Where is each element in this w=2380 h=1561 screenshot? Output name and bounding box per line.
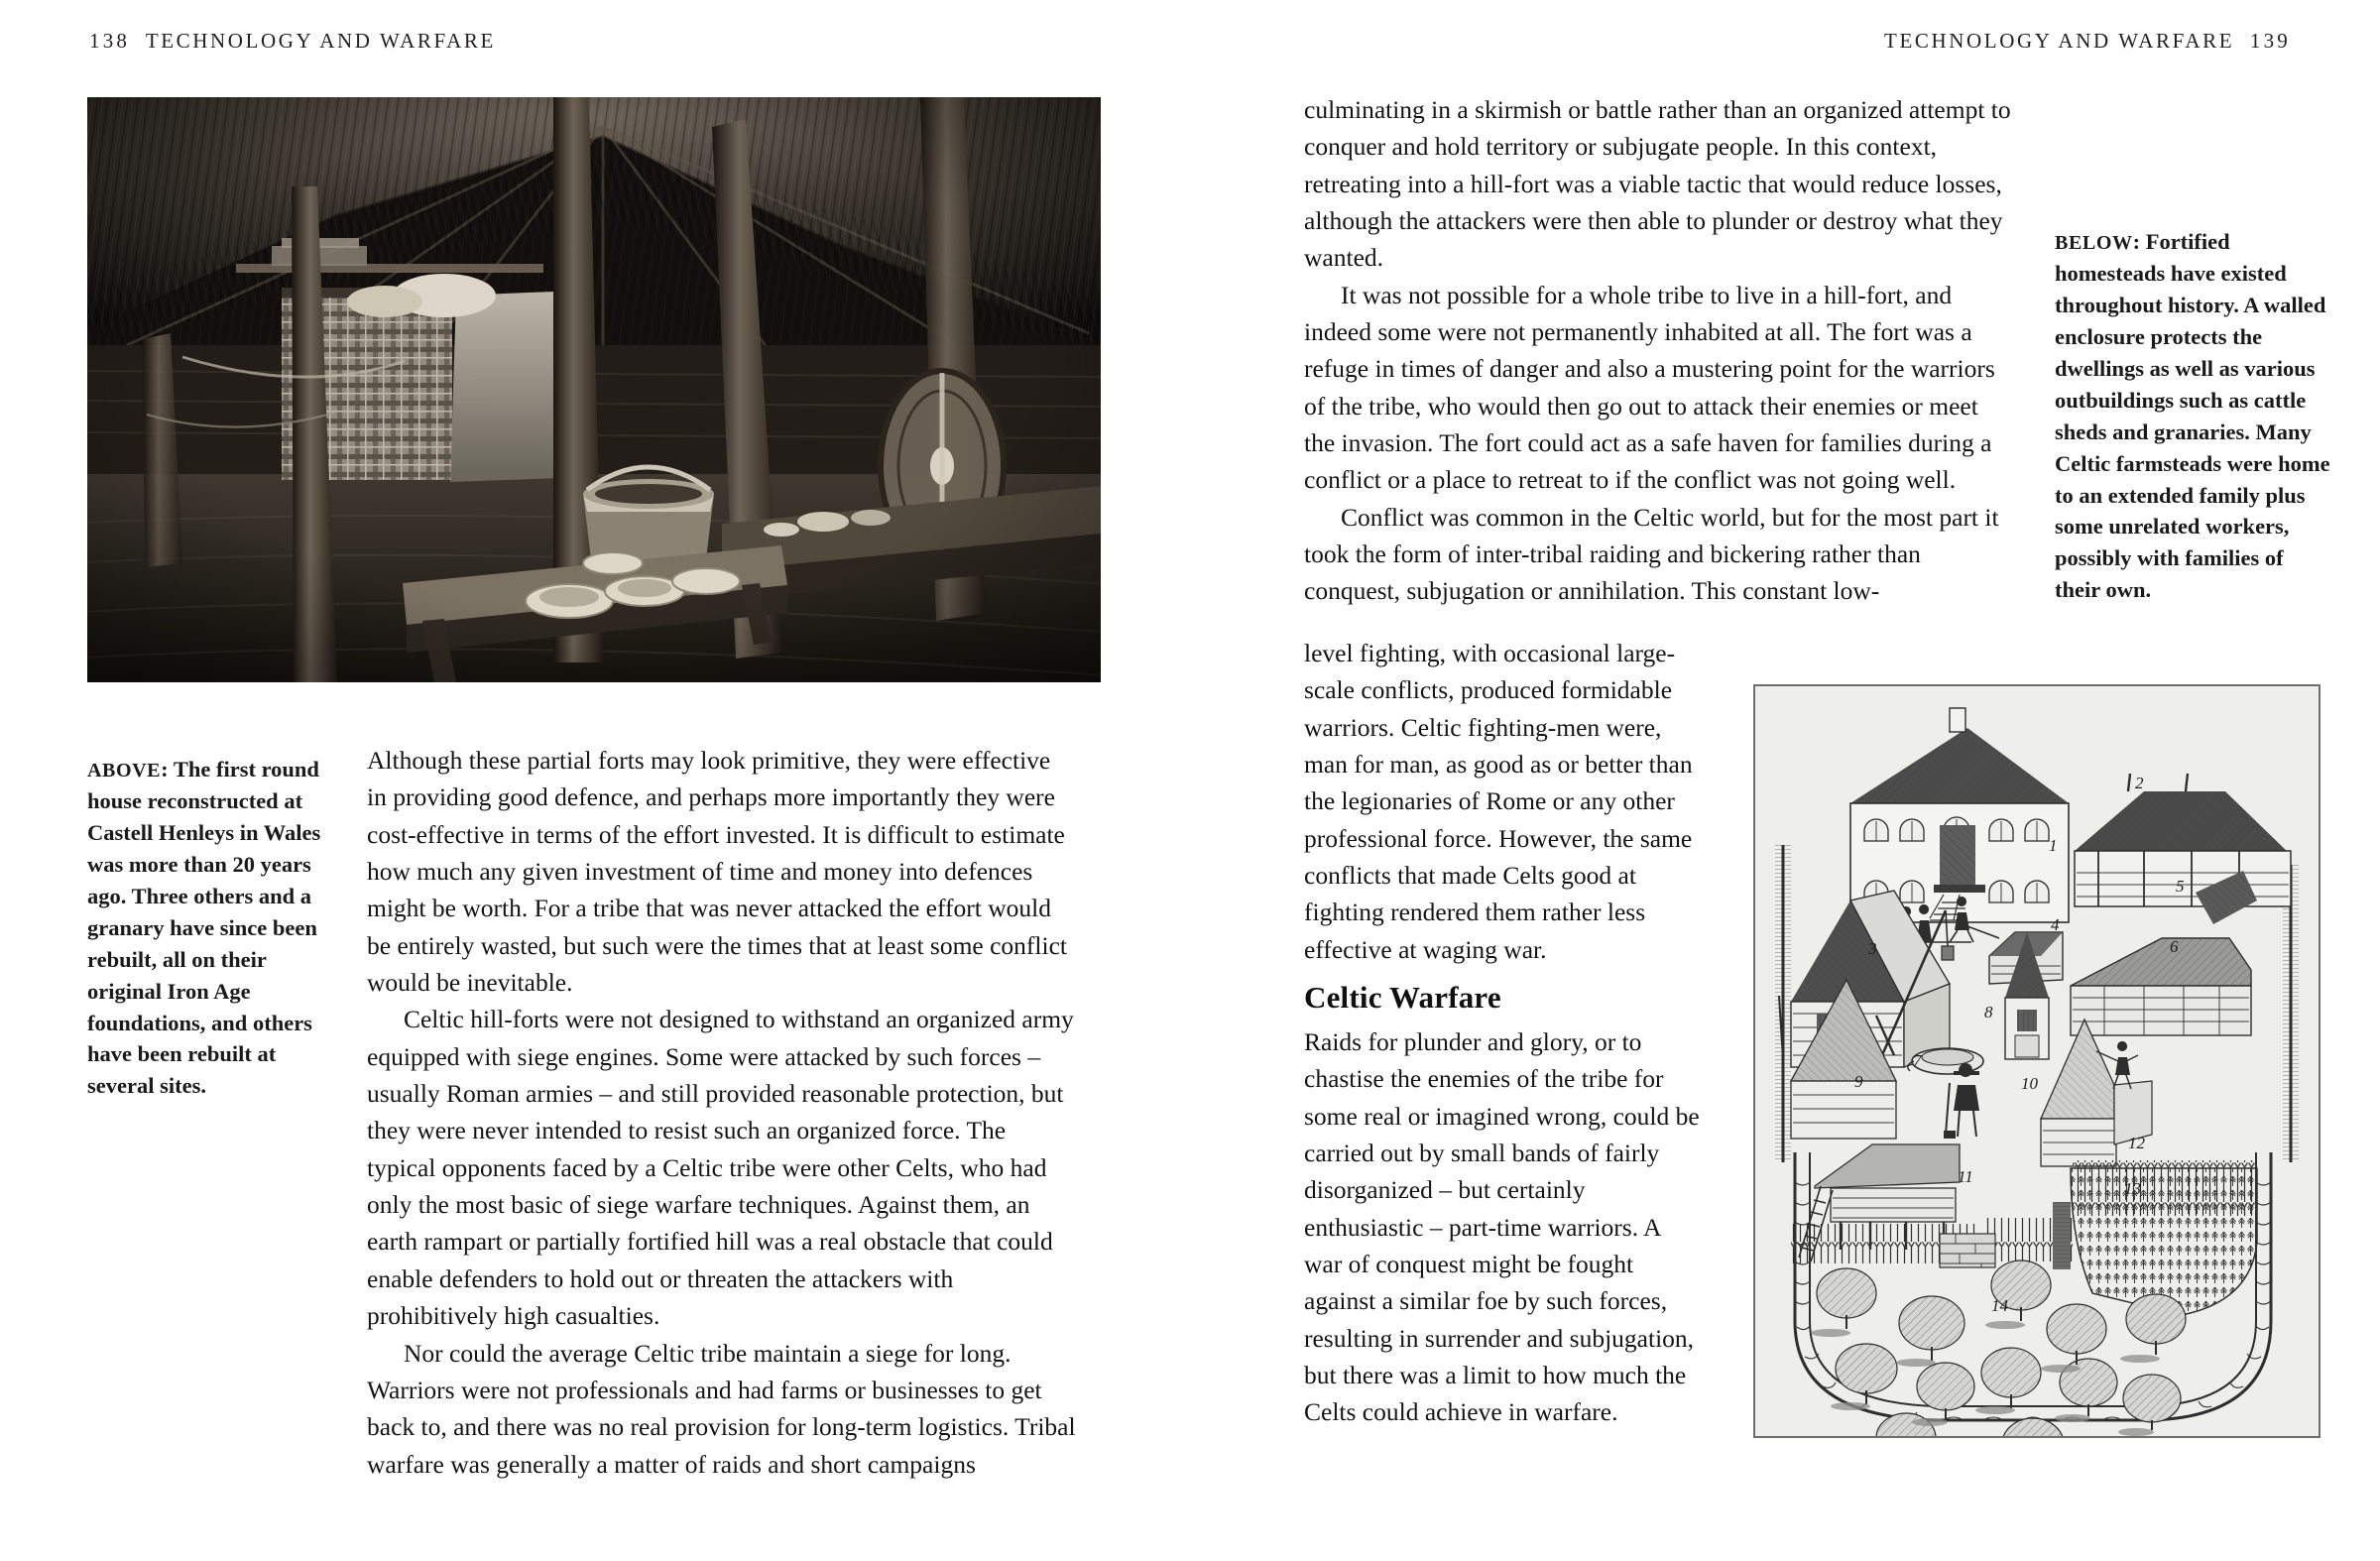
engraving-label-14: 14: [1991, 1296, 2008, 1315]
engraving-label-11: 11: [1958, 1167, 1973, 1186]
paragraph: level fighting, with occasional large-scale conflicts, produced formidable warriors. Celtic fighting-men were, man for man, as good as or better than the legionaries of Rome or any other professional force. However, the same conflicts that made Celts good at fighting rendered them rather less effective at waging war.: [1304, 639, 1693, 964]
paragraph: culminating in a skirmish or battle rather than an organized attempt to conquer and hold territory or subjugate people. In this context, retreating into a hill-fort was a viable tactic that would reduce losses, although the attackers were then able to plunder or destroy what they wanted.: [1304, 95, 2011, 273]
engraving-label-12: 12: [2128, 1134, 2145, 1152]
engraving-label-4: 4: [2051, 915, 2060, 934]
caption-above-text: : The first round house reconstructed at Castell Henleys in Wales was more than 20 years ago. Three others and a granary have since been rebuilt, all on their original Iron Age foundations, and others have been rebuilt at several sites.: [87, 757, 321, 1099]
paragraph: Celtic hill-forts were not designed to withstand an organized army equipped with siege engines. Some were attacked by such forces – usually Roman armies – and still provided reasonable protection, but they were never intended to resist such an organized force. The typical opponents faced by a Celtic tribe were other Celts, who had only the most basic of siege warfare techniques. Against them, an earth rampart or partially fortified hill was a real obstacle that could enable defenders to hold out or threaten the attackers with prohibitively high casualties.: [367, 1005, 1074, 1331]
caption-above: [87, 754, 335, 1102]
fortified-homestead-engraving: [1753, 684, 2320, 1438]
running-head-left: [89, 29, 496, 54]
left-column-body: [367, 742, 1076, 1483]
folio-left: 138: [89, 29, 131, 53]
paragraph: Nor could the average Celtic tribe maintain a siege for long. Warriors were not professionals and had farms or businesses to get back to, and there was no real provision for long-term logistics. Tribal warfare was generally a matter of raids and short campaigns: [367, 1338, 1076, 1479]
caption-below-lead: BELOW: [2055, 232, 2133, 254]
folio-right: 139: [2249, 29, 2291, 53]
section-heading-celtic-warfare: Celtic Warfare: [1304, 980, 1501, 1015]
engraving-label-2: 2: [2135, 774, 2144, 792]
engraving-label-8: 8: [1984, 1003, 1993, 1021]
engraving-label-10: 10: [2021, 1074, 2038, 1093]
caption-below: [2055, 226, 2334, 606]
engraving-label-3: 3: [1868, 939, 1877, 958]
right-column-body-top: [1304, 91, 2013, 610]
right-column-body-wrapped: [1304, 635, 1701, 968]
roundhouse-interior-photograph: [87, 97, 1101, 682]
caption-below-text: : Fortified homesteads have existed throughout history. A walled enclosure protects the dwellings as well as various outbuildings such as cattle sheds and granaries. Many Celtic farmsteads were home to an extended family plus some unrelated workers, possibly with families of their own.: [2055, 229, 2330, 603]
engraving-label-6: 6: [2170, 937, 2179, 956]
engraving-label-9: 9: [1854, 1072, 1863, 1091]
engraving-label-1: 1: [2049, 836, 2058, 855]
running-head-right: [1884, 29, 2291, 54]
running-head-title-left: TECHNOLOGY AND WARFARE: [145, 29, 496, 53]
engraving-label-5: 5: [2176, 877, 2185, 896]
caption-above-lead: ABOVE: [87, 760, 162, 781]
right-column-body-after-heading: [1304, 1023, 1701, 1431]
running-head-title-right: TECHNOLOGY AND WARFARE: [1884, 29, 2235, 53]
engraving-label-7: 7: [1913, 1051, 1922, 1070]
paragraph: It was not possible for a whole tribe to live in a hill-fort, and indeed some were not permanently inhabited at all. The fort was a refuge in times of danger and also a mustering point for the warriors of the tribe, who would then go out to attack their enemies or meet the invasion. The fort could act as a safe haven for families during a conflict or a place to retreat to if the conflict was not going well.: [1304, 280, 1995, 495]
paragraph: Although these partial forts may look primitive, they were effective in providing good defence, and perhaps more importantly they were cost-effective in terms of the effort invested. It is difficult to estimate how much any given investment of time and money into defences might be worth. For a tribe that was never attacked the effort would be entirely wasted, but such were the times that at least some conflict would be inevitable.: [367, 746, 1067, 998]
paragraph: Conflict was common in the Celtic world, but for the most part it took the form of inter-tribal raiding and bickering rather than conquest, subjugation or annihilation. This constant low-: [1304, 502, 1999, 606]
paragraph: Raids for plunder and glory, or to chastise the enemies of the tribe for some real or imagined wrong, could be carried out by small bands of fairly disorganized – but certainly enthusiastic – part-time warriors. A war of conquest might be fought against a similar foe by such forces, resulting in surrender and subjugation, but there was a limit to how much the Celts could achieve in warfare.: [1304, 1027, 1700, 1427]
engraving-label-13: 13: [2124, 1179, 2141, 1198]
